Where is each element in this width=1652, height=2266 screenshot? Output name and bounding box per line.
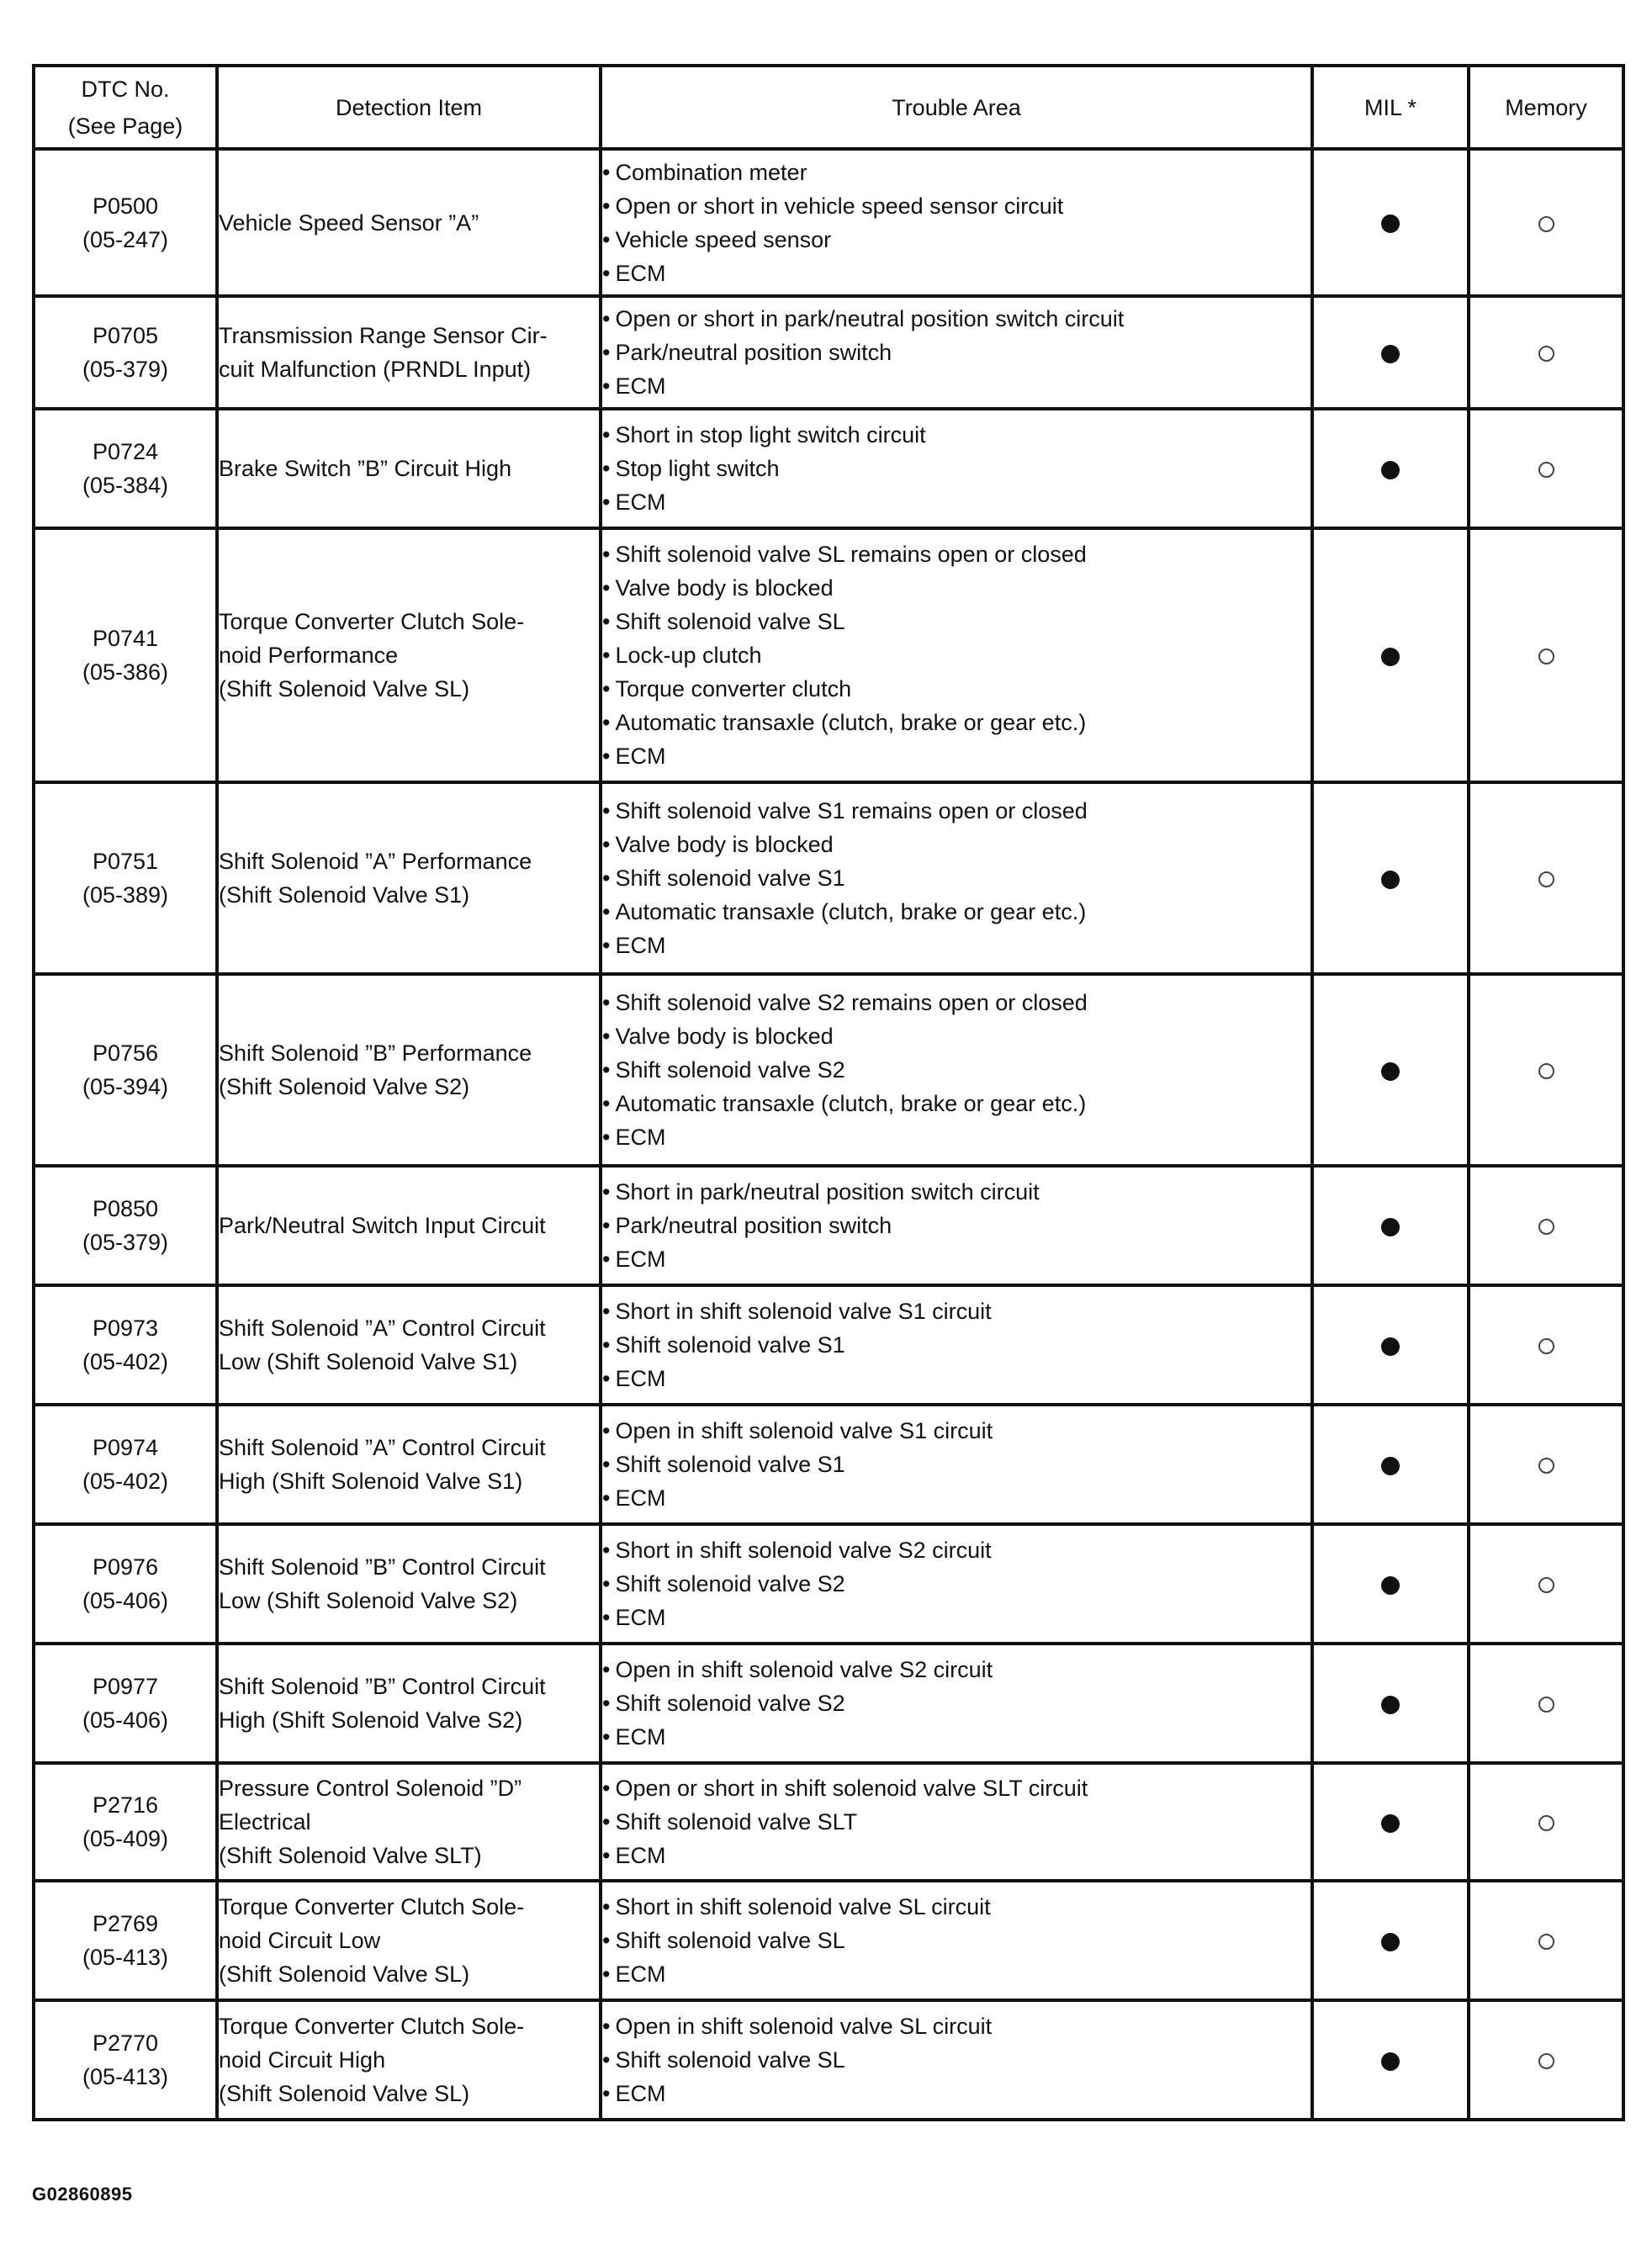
detection-item-cell (217, 149, 601, 296)
memory-open-circle-icon (1538, 1934, 1554, 1950)
mil-filled-circle-icon (1381, 1218, 1400, 1236)
dtc-code: P2770 (92, 2030, 159, 2056)
detection-item-line: (Shift Solenoid Valve S2) (219, 1074, 470, 1099)
memory-open-circle-icon (1538, 216, 1554, 232)
detection-item-line: noid Performance (219, 643, 399, 668)
dtc-page-ref: (05-389) (82, 882, 169, 908)
trouble-area-item: • Automatic transaxle (clutch, brake or gear etc.) (602, 1087, 1310, 1120)
trouble-area-item: • ECM (602, 1720, 1310, 1754)
mil-cell (1312, 149, 1469, 296)
table-row (34, 782, 1623, 974)
detection-item-cell (217, 974, 601, 1166)
trouble-area-item: • ECM (602, 929, 1310, 962)
detection-item-cell (217, 1881, 601, 2000)
dtc-code: P0976 (92, 1554, 159, 1580)
detection-item-line: Shift Solenoid ”B” Performance (219, 1040, 532, 1066)
dtc-cell (34, 1285, 217, 1405)
table-row (34, 1644, 1623, 1763)
dtc-code: P2716 (92, 1792, 159, 1818)
dtc-cell (34, 974, 217, 1166)
trouble-area-item: • Valve body is blocked (602, 1019, 1310, 1053)
mil-filled-circle-icon (1381, 1696, 1400, 1714)
dtc-table (32, 64, 1625, 2121)
trouble-area-cell (601, 1405, 1312, 1524)
trouble-area-cell (601, 296, 1312, 409)
dtc-code: P0977 (92, 1674, 159, 1699)
mil-filled-circle-icon (1381, 1576, 1400, 1595)
detection-item-line: (Shift Solenoid Valve SL) (219, 2081, 470, 2106)
detection-item-cell (217, 1644, 601, 1763)
trouble-area-item: • Combination meter (602, 156, 1310, 189)
dtc-code: P0724 (92, 439, 159, 464)
trouble-area-item: • Stop light switch (602, 452, 1310, 485)
trouble-area-item: • Short in park/neutral position switch circuit (602, 1175, 1310, 1209)
mil-cell (1312, 1285, 1469, 1405)
memory-cell (1469, 782, 1623, 974)
memory-cell (1469, 1524, 1623, 1644)
detection-item-line: Transmission Range Sensor Cir- (219, 323, 548, 348)
table-row (34, 1763, 1623, 1881)
detection-item-cell (217, 1763, 601, 1881)
mil-cell (1312, 1524, 1469, 1644)
trouble-area-item: • ECM (602, 369, 1310, 403)
trouble-area-item: • Valve body is blocked (602, 571, 1310, 605)
header-dtc (34, 66, 217, 149)
detection-item-line: Shift Solenoid ”A” Performance (219, 849, 532, 874)
mil-filled-circle-icon (1381, 1814, 1400, 1833)
table-row (34, 1405, 1623, 1524)
trouble-area-cell (601, 409, 1312, 528)
memory-cell (1469, 1166, 1623, 1285)
trouble-area-item: • Open or short in vehicle speed sensor circuit (602, 189, 1310, 223)
trouble-area-item: • Shift solenoid valve SL (602, 1924, 1310, 1957)
dtc-cell (34, 409, 217, 528)
trouble-area-cell (601, 1763, 1312, 1881)
trouble-area-item: • Vehicle speed sensor (602, 223, 1310, 257)
trouble-area-list (602, 156, 1310, 290)
trouble-area-item: • Automatic transaxle (clutch, brake or gear etc.) (602, 706, 1310, 739)
trouble-area-cell (601, 782, 1312, 974)
trouble-area-item: • Shift solenoid valve S2 (602, 1686, 1310, 1720)
detection-item-line: Electrical (219, 1809, 311, 1835)
figure-id: G02860895 (32, 2184, 133, 2205)
header-mil: MIL * (1312, 66, 1469, 149)
dtc-page-ref: (05-247) (82, 226, 169, 252)
memory-open-circle-icon (1538, 1219, 1554, 1235)
trouble-area-item: • ECM (602, 1601, 1310, 1634)
trouble-area-cell (601, 1166, 1312, 1285)
memory-open-circle-icon (1538, 1458, 1554, 1474)
dtc-cell (34, 1524, 217, 1644)
dtc-page-ref: (05-402) (82, 1349, 169, 1374)
trouble-area-item: • Short in shift solenoid valve S2 circuit (602, 1533, 1310, 1567)
detection-item-line: Vehicle Speed Sensor ”A” (219, 209, 479, 236)
trouble-area-item: • Open in shift solenoid valve S1 circuit (602, 1414, 1310, 1448)
trouble-area-list (602, 1533, 1310, 1634)
detection-item-line: High (Shift Solenoid Valve S2) (219, 1707, 523, 1733)
dtc-page-ref: (05-386) (82, 659, 169, 685)
dtc-cell (34, 1166, 217, 1285)
detection-item-line: cuit Malfunction (PRNDL Input) (219, 357, 532, 382)
trouble-area-item: • Open in shift solenoid valve SL circuit (602, 2009, 1310, 2043)
dtc-page-ref: (05-406) (82, 1588, 169, 1613)
dtc-cell (34, 2000, 217, 2120)
dtc-code: P0500 (92, 193, 159, 219)
trouble-area-list (602, 1414, 1310, 1515)
detection-item-cell (217, 2000, 601, 2120)
trouble-area-cell (601, 1524, 1312, 1644)
detection-item-line: Torque Converter Clutch Sole- (219, 609, 525, 634)
mil-cell (1312, 1166, 1469, 1285)
mil-filled-circle-icon (1381, 2052, 1400, 2071)
memory-cell (1469, 974, 1623, 1166)
mil-cell (1312, 1405, 1469, 1524)
trouble-area-item: • ECM (602, 485, 1310, 519)
memory-open-circle-icon (1538, 2053, 1554, 2069)
memory-cell (1469, 296, 1623, 409)
table-row (34, 974, 1623, 1166)
trouble-area-item: • Open in shift solenoid valve S2 circuit (602, 1653, 1310, 1686)
header-trouble-area: Trouble Area (601, 66, 1312, 149)
dtc-page-ref: (05-384) (82, 473, 169, 498)
detection-item-line: Pressure Control Solenoid ”D” (219, 1776, 522, 1801)
detection-item-line: Shift Solenoid ”A” Control Circuit (219, 1435, 546, 1460)
trouble-area-item: • Shift solenoid valve SLT (602, 1805, 1310, 1839)
mil-cell (1312, 296, 1469, 409)
detection-item-line: noid Circuit High (219, 2047, 386, 2073)
memory-cell (1469, 1644, 1623, 1763)
dtc-cell (34, 528, 217, 782)
trouble-area-item: • ECM (602, 257, 1310, 290)
detection-item-line: Low (Shift Solenoid Valve S1) (219, 1349, 518, 1374)
detection-item-cell (217, 782, 601, 974)
dtc-code: P0751 (92, 849, 159, 874)
trouble-area-item: • ECM (602, 1957, 1310, 1991)
mil-cell (1312, 974, 1469, 1166)
dtc-page-ref: (05-406) (82, 1707, 169, 1733)
dtc-cell (34, 149, 217, 296)
dtc-code: P0756 (92, 1040, 159, 1066)
header-dtc-line2: (See Page) (67, 113, 183, 139)
trouble-area-item: • Shift solenoid valve SL (602, 2043, 1310, 2077)
memory-cell (1469, 1405, 1623, 1524)
mil-filled-circle-icon (1381, 871, 1400, 889)
memory-open-circle-icon (1538, 871, 1554, 887)
trouble-area-item: • Shift solenoid valve S2 (602, 1567, 1310, 1601)
trouble-area-item: • Open or short in shift solenoid valve SLT circuit (602, 1771, 1310, 1805)
memory-cell (1469, 1285, 1623, 1405)
mil-filled-circle-icon (1381, 1062, 1400, 1081)
mil-cell (1312, 1881, 1469, 2000)
mil-filled-circle-icon (1381, 648, 1400, 666)
table-row (34, 296, 1623, 409)
trouble-area-item: • Shift solenoid valve SL (602, 605, 1310, 638)
table-row (34, 1524, 1623, 1644)
trouble-area-item: • Short in shift solenoid valve S1 circuit (602, 1294, 1310, 1328)
trouble-area-item: • ECM (602, 1481, 1310, 1515)
trouble-area-item: • Park/neutral position switch (602, 1209, 1310, 1242)
header-detection-item: Detection Item (217, 66, 601, 149)
trouble-area-cell (601, 1644, 1312, 1763)
trouble-area-item: • ECM (602, 2077, 1310, 2110)
memory-cell (1469, 1881, 1623, 2000)
memory-open-circle-icon (1538, 1815, 1554, 1831)
dtc-code: P0973 (92, 1316, 159, 1341)
trouble-area-cell (601, 149, 1312, 296)
mil-filled-circle-icon (1381, 345, 1400, 363)
detection-item-cell (217, 1285, 601, 1405)
detection-item-line: Park/Neutral Switch Input Circuit (219, 1213, 546, 1238)
dtc-page-ref: (05-394) (82, 1074, 169, 1099)
dtc-cell (34, 1763, 217, 1881)
detection-item-line: noid Circuit Low (219, 1928, 381, 1953)
memory-cell (1469, 409, 1623, 528)
memory-open-circle-icon (1538, 1063, 1554, 1079)
mil-cell (1312, 409, 1469, 528)
detection-item-cell (217, 1405, 601, 1524)
trouble-area-item: • Automatic transaxle (clutch, brake or gear etc.) (602, 895, 1310, 929)
dtc-page-ref: (05-413) (82, 1945, 169, 1970)
detection-item-cell (217, 528, 601, 782)
detection-item-line: (Shift Solenoid Valve SL) (219, 676, 470, 702)
table-body (34, 149, 1623, 2120)
trouble-area-item: • Shift solenoid valve S2 remains open or closed (602, 986, 1310, 1019)
dtc-code: P2769 (92, 1911, 159, 1936)
memory-open-circle-icon (1538, 649, 1554, 664)
mil-cell (1312, 1763, 1469, 1881)
dtc-page-ref: (05-402) (82, 1469, 169, 1494)
trouble-area-cell (601, 528, 1312, 782)
trouble-area-item: • ECM (602, 739, 1310, 773)
table-header (34, 66, 1623, 149)
detection-item-line: Torque Converter Clutch Sole- (219, 1894, 525, 1919)
detection-item-line: (Shift Solenoid Valve SLT) (219, 1843, 482, 1868)
trouble-area-item: • Short in shift solenoid valve SL circuit (602, 1890, 1310, 1924)
trouble-area-item: • Shift solenoid valve S1 remains open or closed (602, 794, 1310, 828)
dtc-code: P0974 (92, 1435, 159, 1460)
trouble-area-list (602, 1771, 1310, 1872)
detection-item-line: Shift Solenoid ”B” Control Circuit (219, 1554, 546, 1580)
table-row (34, 1285, 1623, 1405)
trouble-area-list (602, 2009, 1310, 2110)
table-row (34, 1881, 1623, 2000)
trouble-area-item: • Torque converter clutch (602, 672, 1310, 706)
trouble-area-cell (601, 1285, 1312, 1405)
memory-cell (1469, 149, 1623, 296)
detection-item-line: Torque Converter Clutch Sole- (219, 2014, 525, 2039)
dtc-page-ref: (05-413) (82, 2064, 169, 2089)
trouble-area-list (602, 1890, 1310, 1991)
trouble-area-item: • Short in stop light switch circuit (602, 418, 1310, 452)
detection-item-line: Shift Solenoid ”A” Control Circuit (219, 1316, 546, 1341)
dtc-page-ref: (05-379) (82, 357, 169, 382)
trouble-area-item: • ECM (602, 1839, 1310, 1872)
table-row (34, 1166, 1623, 1285)
memory-open-circle-icon (1538, 462, 1554, 478)
detection-item-line: Low (Shift Solenoid Valve S2) (219, 1588, 518, 1613)
trouble-area-item: • Shift solenoid valve S2 (602, 1053, 1310, 1087)
trouble-area-item: • Park/neutral position switch (602, 336, 1310, 369)
trouble-area-item: • ECM (602, 1242, 1310, 1276)
trouble-area-cell (601, 1881, 1312, 2000)
detection-item-line: Shift Solenoid ”B” Control Circuit (219, 1674, 546, 1699)
detection-item-line: (Shift Solenoid Valve S1) (219, 882, 470, 908)
header-dtc-line1: DTC No. (81, 76, 170, 102)
mil-cell (1312, 2000, 1469, 2120)
memory-open-circle-icon (1538, 1577, 1554, 1593)
detection-item-line: (Shift Solenoid Valve SL) (219, 1962, 470, 1987)
trouble-area-cell (601, 974, 1312, 1166)
dtc-page-ref: (05-379) (82, 1230, 169, 1255)
trouble-area-list (602, 1175, 1310, 1276)
detection-item-cell (217, 296, 601, 409)
trouble-area-item: • Shift solenoid valve S1 (602, 861, 1310, 895)
mil-filled-circle-icon (1381, 1337, 1400, 1356)
mil-filled-circle-icon (1381, 214, 1400, 233)
table-row (34, 409, 1623, 528)
trouble-area-item: • Shift solenoid valve S1 (602, 1448, 1310, 1481)
mil-filled-circle-icon (1381, 461, 1400, 479)
dtc-cell (34, 296, 217, 409)
trouble-area-list (602, 794, 1310, 962)
trouble-area-item: • ECM (602, 1362, 1310, 1395)
memory-cell (1469, 2000, 1623, 2120)
mil-cell (1312, 1644, 1469, 1763)
detection-item-line: Brake Switch ”B” Circuit High (219, 456, 512, 481)
trouble-area-item: • Valve body is blocked (602, 828, 1310, 861)
header-memory: Memory (1469, 66, 1623, 149)
table-row (34, 2000, 1623, 2120)
dtc-cell (34, 1405, 217, 1524)
dtc-cell (34, 1881, 217, 2000)
mil-cell (1312, 528, 1469, 782)
detection-item-line: High (Shift Solenoid Valve S1) (219, 1469, 523, 1494)
trouble-area-list (602, 537, 1310, 773)
trouble-area-list (602, 302, 1310, 403)
trouble-area-item: • Shift solenoid valve SL remains open or closed (602, 537, 1310, 571)
trouble-area-list (602, 418, 1310, 519)
trouble-area-item: • Lock-up clutch (602, 638, 1310, 672)
header-row (34, 66, 1623, 149)
trouble-area-list (602, 986, 1310, 1154)
memory-cell (1469, 528, 1623, 782)
dtc-code: P0741 (92, 626, 159, 651)
dtc-cell (34, 1644, 217, 1763)
memory-open-circle-icon (1538, 1697, 1554, 1713)
dtc-code: P0705 (92, 323, 159, 348)
table-row (34, 528, 1623, 782)
mil-filled-circle-icon (1381, 1457, 1400, 1475)
trouble-area-item: • ECM (602, 1120, 1310, 1154)
table-row (34, 149, 1623, 296)
trouble-area-list (602, 1653, 1310, 1754)
detection-item-cell (217, 409, 601, 528)
mil-filled-circle-icon (1381, 1933, 1400, 1951)
trouble-area-item: • Shift solenoid valve S1 (602, 1328, 1310, 1362)
trouble-area-list (602, 1294, 1310, 1395)
detection-item-cell (217, 1166, 601, 1285)
memory-open-circle-icon (1538, 346, 1554, 362)
trouble-area-cell (601, 2000, 1312, 2120)
memory-cell (1469, 1763, 1623, 1881)
dtc-code: P0850 (92, 1196, 159, 1221)
dtc-cell (34, 782, 217, 974)
trouble-area-item: • Open or short in park/neutral position switch circuit (602, 302, 1310, 336)
detection-item-cell (217, 1524, 601, 1644)
dtc-page-ref: (05-409) (82, 1826, 169, 1851)
mil-cell (1312, 782, 1469, 974)
memory-open-circle-icon (1538, 1338, 1554, 1354)
